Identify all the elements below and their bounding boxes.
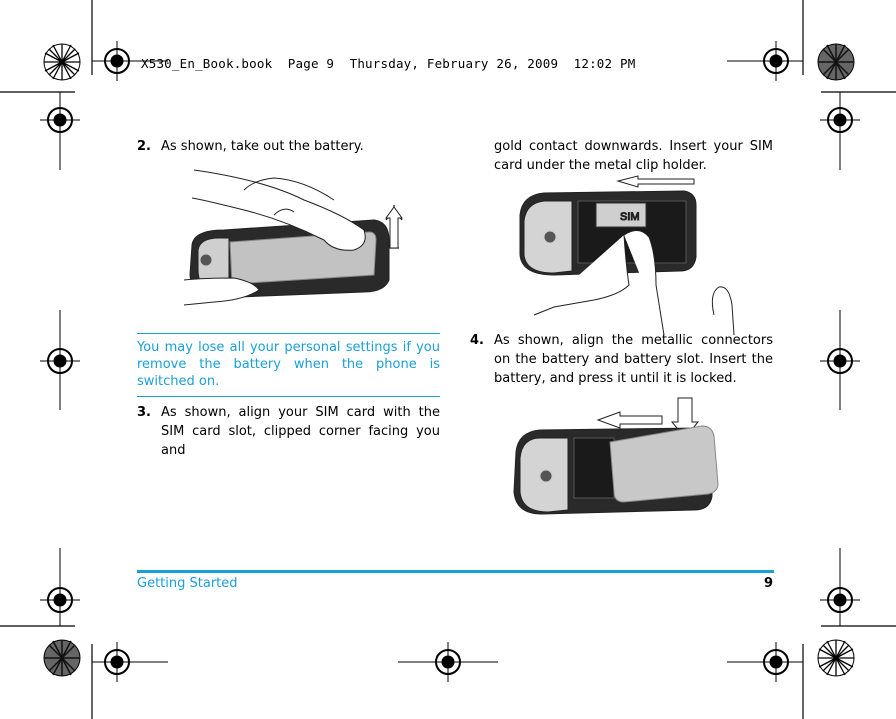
step-text: As shown, take out the battery.: [161, 139, 364, 154]
step-number: 2.: [137, 139, 151, 154]
step-2: [137, 137, 440, 156]
step-number: [470, 137, 494, 175]
step-number: 3.: [137, 405, 151, 420]
step-number: 4.: [470, 333, 484, 348]
starburst-icon: [42, 42, 82, 82]
sim-card-label: SIM: [620, 211, 640, 223]
step-text: As shown, align the metallic connectors on the battery and battery slot. Insert the battery, and press it until it is locked.: [494, 333, 773, 386]
step-3-continued: [470, 137, 773, 175]
warning-note: You may lose all your personal settings if you remove the battery when the phone is switched on.: [137, 333, 440, 397]
starburst-icon: [816, 42, 856, 82]
step-4: [470, 331, 773, 388]
step-3: [137, 403, 440, 460]
starburst-icon: [42, 638, 82, 678]
print-header: X530_En_Book.book Page 9 Thursday, February 26, 2009 12:02 PM: [141, 56, 636, 71]
step-text: gold contact downwards. Insert your SIM card under the metal clip holder.: [494, 139, 773, 173]
page-number: 9: [764, 576, 774, 591]
insert-sim-illustration: [514, 175, 754, 345]
remove-battery-illustration: [184, 160, 414, 310]
step-text: As shown, align your SIM card with the SIM card slot, clipped corner facing you and: [161, 405, 440, 458]
footer-divider: [137, 570, 774, 573]
starburst-icon: [816, 638, 856, 678]
insert-battery-illustration: [512, 392, 742, 522]
footer-section-title: Getting Started: [137, 576, 238, 591]
